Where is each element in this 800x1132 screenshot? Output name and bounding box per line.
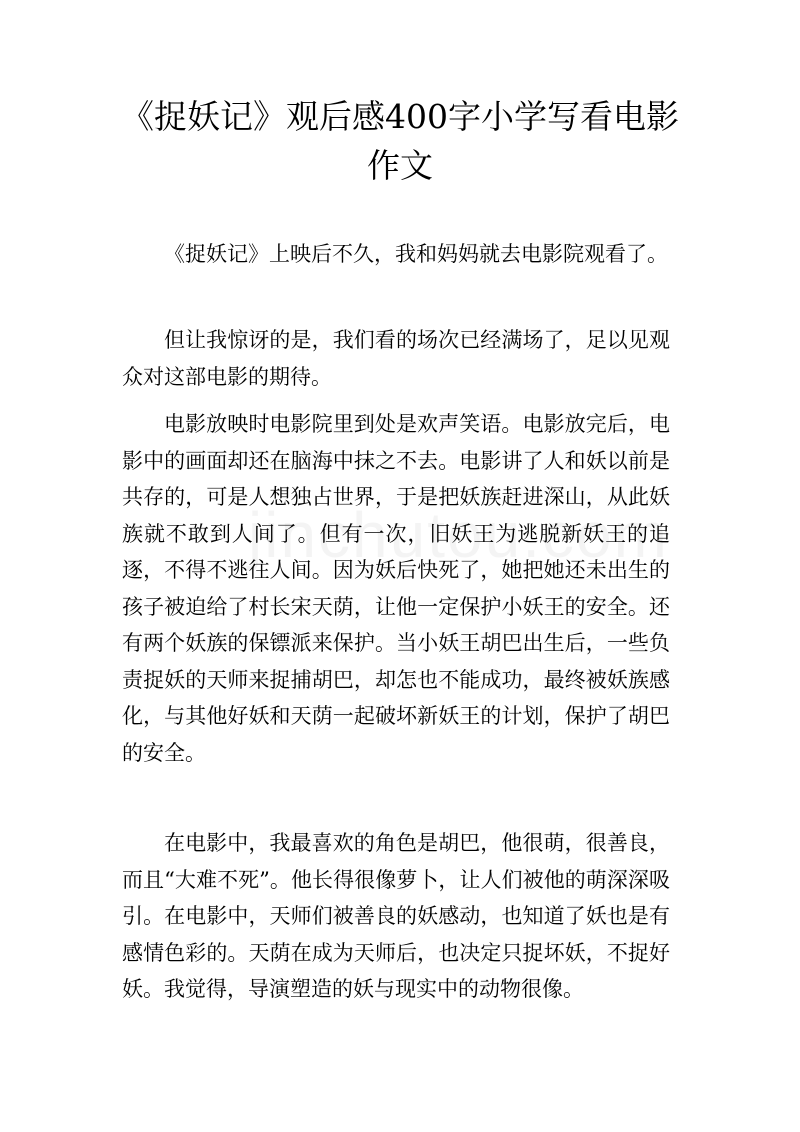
page-title: 《捉妖记》观后感400字小学写看电影作文 [121, 97, 679, 185]
paragraph-1: 《捉妖记》上映后不久，我和妈妈就去电影院观看了。 [164, 242, 668, 266]
paragraph-2: 但让我惊讶的是，我们看的场次已经满场了，足以见观众对这部电影的期待。 [122, 328, 670, 389]
paragraph-4: 在电影中，我最喜欢的角色是胡巴，他很萌，很善良，而且“大难不死”。他长得很像萝卜，让人们被他的萌深深吸引。在电影中，天师们被善良的妖感动，也知道了妖也是有感情色彩的。天荫在成为天师后，也决定只捉坏妖，不捉好妖。我觉得，导演塑造的妖与现实中的动物很像。 [122, 831, 670, 1001]
paragraph-3: 电影放映时电影院里到处是欢声笑语。电影放完后，电影中的画面却还在脑海中抹之不去。电影讲了人和妖以前是共存的，可是人想独占世界，于是把妖族赶进深山，从此妖族就不敢到人间了。但有一次，旧妖王为逃脱新妖王的追逐，不得不逃往人间。因为妖后快死了，她把她还未出生的孩子被迫给了村长宋天荫，让他一定保护小妖王的安全。还有两个妖族的保镖派来保护。当小妖王胡巴出生后，一些负责捉妖的天师来捉捕胡巴，却怎也不能成功，最终被妖族感化，与其他好妖和天荫一起破坏新妖王的计划，保护了胡巴的安全。 [122, 412, 670, 765]
